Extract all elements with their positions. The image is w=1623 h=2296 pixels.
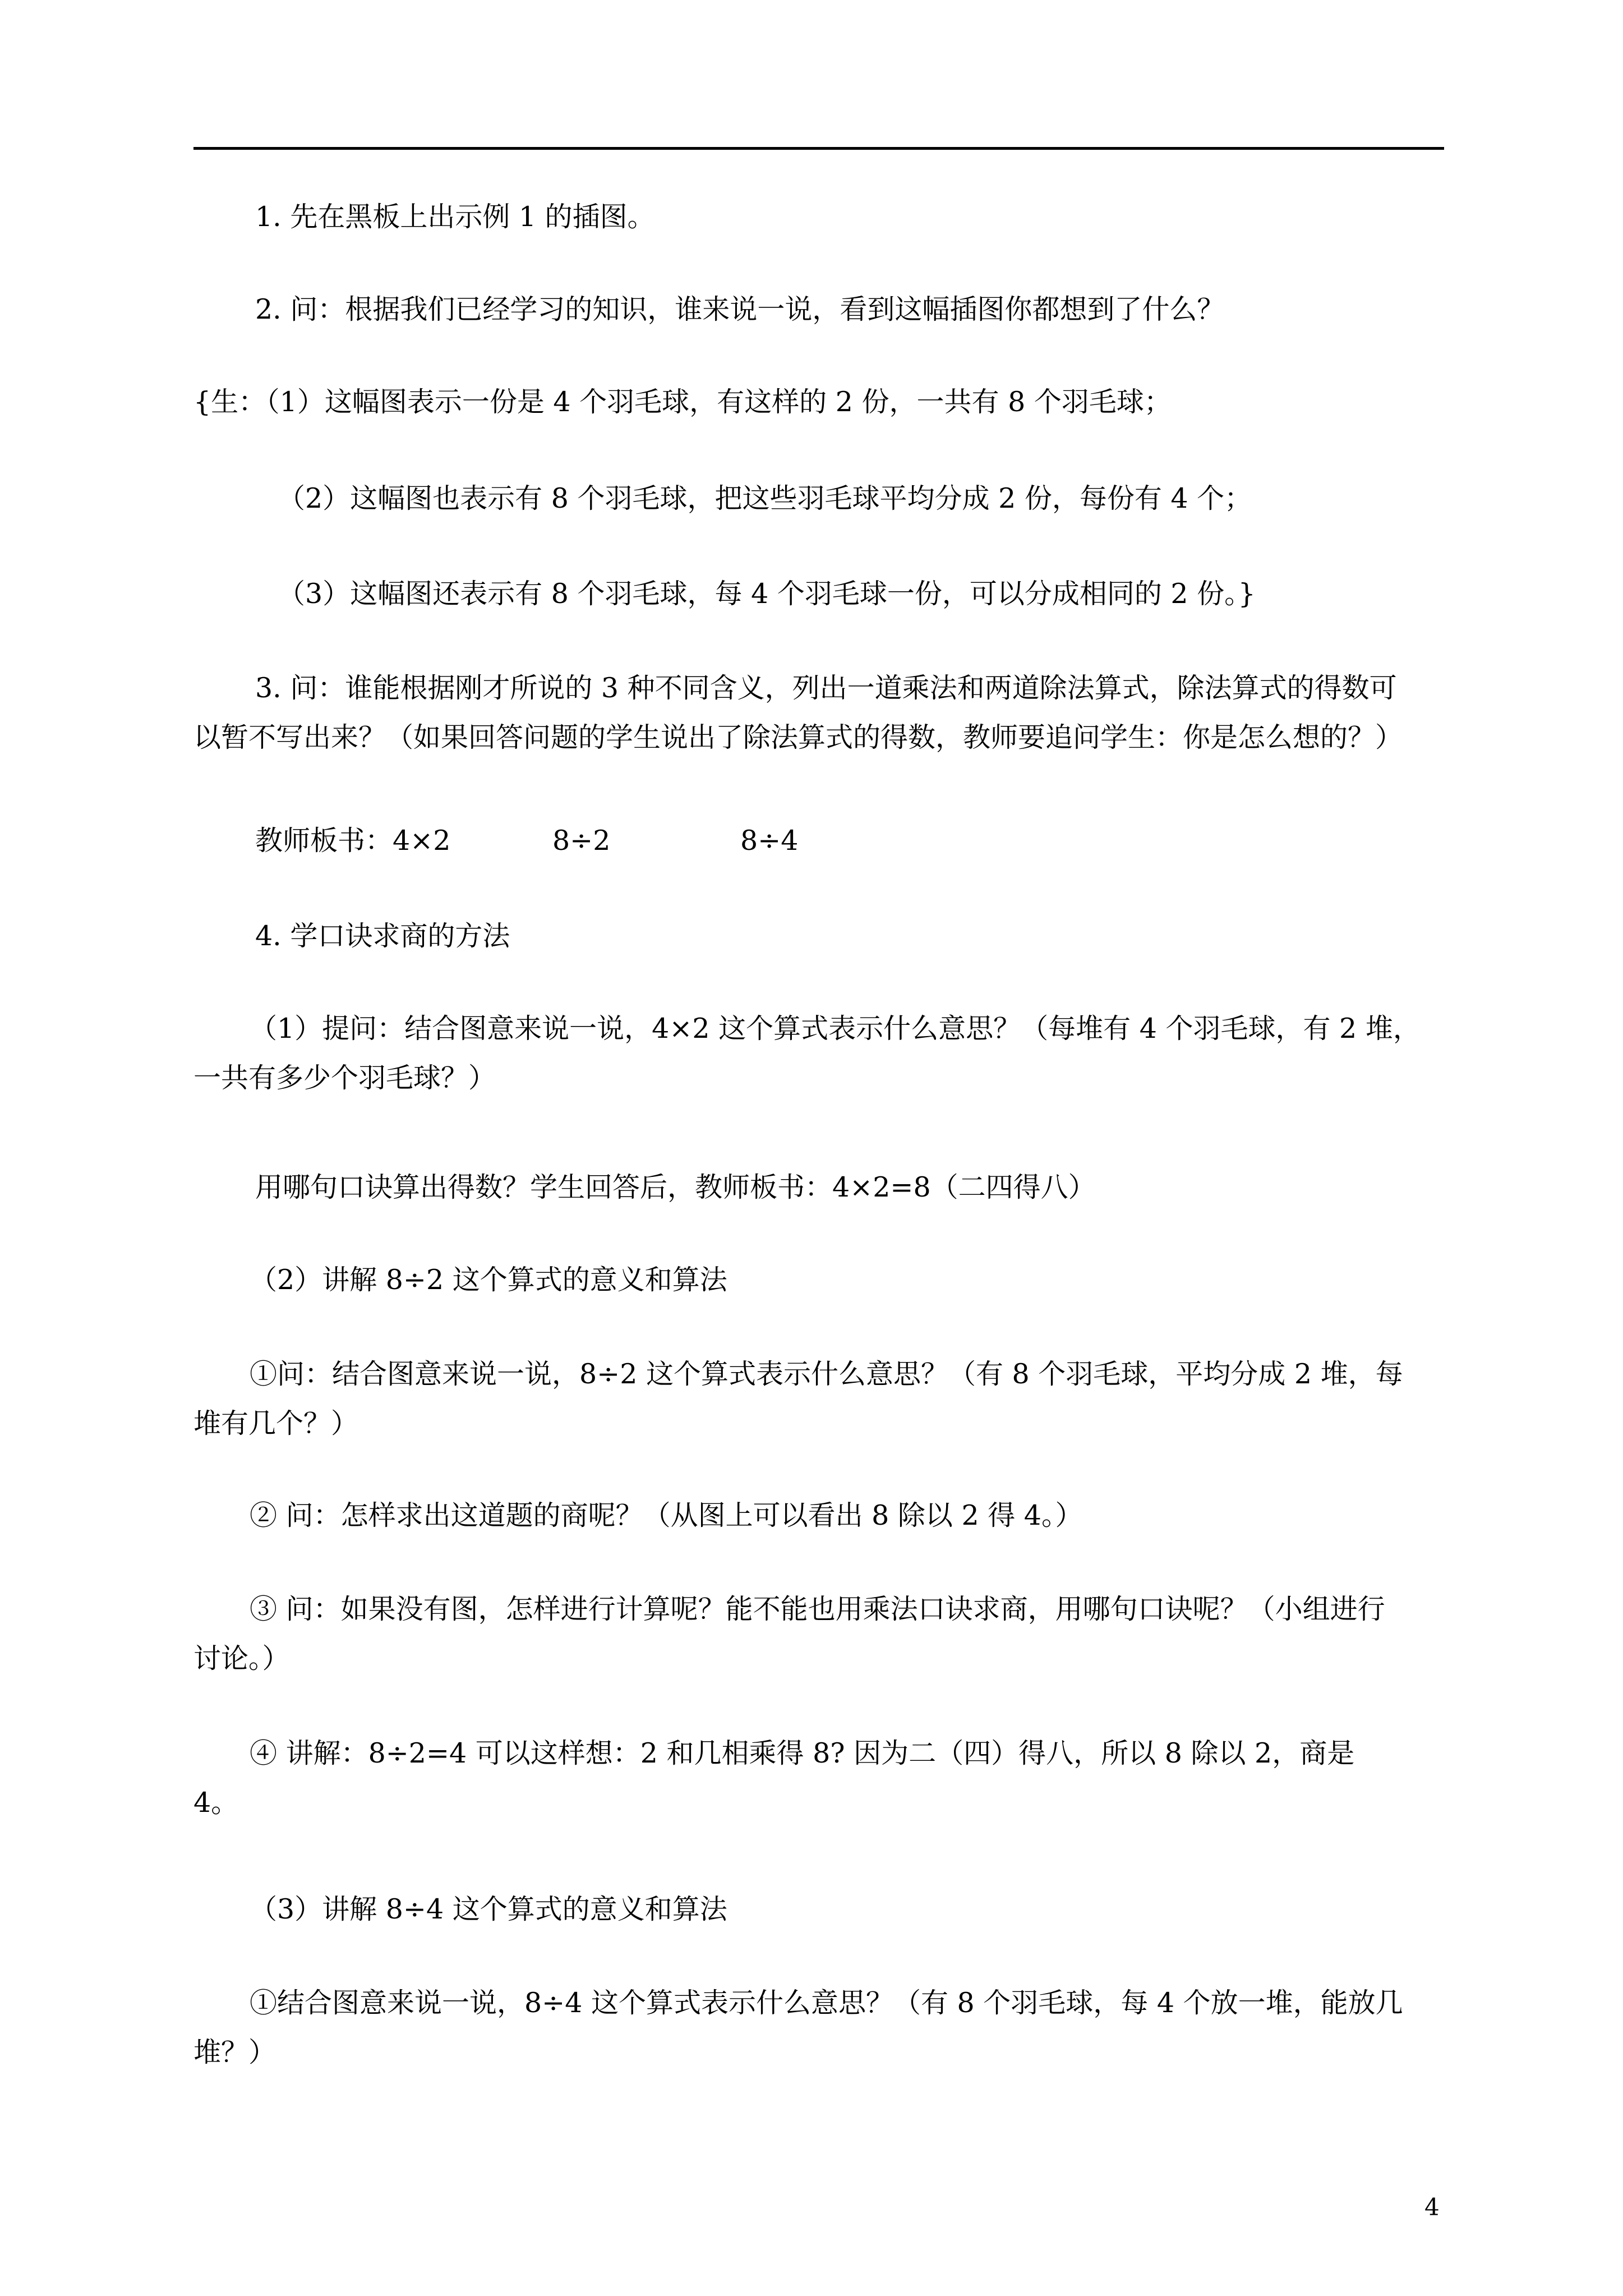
sub-2-question-2-text: ② 问：怎样求出这道题的商呢？（从图上可以看出 8 除以 2 得 4。）: [250, 1499, 1083, 1531]
sub-3-text: （3）讲解 8÷4 这个算式的意义和算法: [250, 1893, 727, 1925]
sub-2-explanation-line-1: ④ 讲解：8÷2=4 可以这样想：2 和几相乘得 8? 因为二（四）得八，所以 8 除以 2，商是: [250, 1737, 1355, 1769]
sub-1-line-2: 一共有多少个羽毛球？）: [193, 1062, 496, 1094]
sub-1-paragraph: [193, 1004, 1444, 1103]
sub-3-heading: [193, 1885, 1444, 1934]
student-answer-1: [193, 378, 1444, 427]
sub-2-question-3: [193, 1585, 1444, 1683]
board-expression-2: 8÷2: [552, 825, 611, 857]
sub-2-text: （2）讲解 8÷2 这个算式的意义和算法: [250, 1264, 727, 1296]
board-expression-1: 教师板书：4×2: [255, 825, 451, 857]
page-number: 4: [1424, 2193, 1440, 2221]
multiplication-rhyme-text: 用哪句口诀算出得数？学生回答后，教师板书：4×2=8（二四得八）: [255, 1171, 1096, 1203]
sub-3-question-1-line-2: 堆？）: [193, 2036, 276, 2068]
step-3-line-2: 以暂不写出来？（如果回答问题的学生说出了除法算式的得数，教师要追问学生：你是怎么想的？）: [193, 721, 1403, 753]
teacher-board: [255, 816, 798, 866]
header-rule: [193, 147, 1444, 150]
sub-2-heading: [193, 1255, 1444, 1305]
step-1-paragraph: [193, 192, 1444, 242]
sub-2-question-2: [193, 1491, 1444, 1540]
step-4-text: 4. 学口诀求商的方法: [255, 920, 510, 952]
sub-2-question-1-line-2: 堆有几个？）: [193, 1407, 359, 1439]
step-2-text: 2. 问：根据我们已经学习的知识，谁来说一说，看到这幅插图你都想到了什么？: [255, 293, 1225, 325]
sub-3-question-1: [193, 1978, 1444, 2077]
student-answer-3-text: （3）这幅图还表示有 8 个羽毛球，每 4 个羽毛球一份，可以分成相同的 2 份。}: [278, 578, 1256, 610]
step-4-heading: [193, 912, 1444, 961]
sub-2-explanation: [193, 1729, 1444, 1828]
sub-1-line-1: （1）提问：结合图意来说一说，4×2 这个算式表示什么意思？（每堆有 4 个羽毛球，有 2 堆，: [250, 1013, 1421, 1045]
sub-3-question-1-line-1: ①结合图意来说一说，8÷4 这个算式表示什么意思？（有 8 个羽毛球，每 4 个放一堆，能放几: [250, 1987, 1403, 2019]
student-answer-1-text: {生：（1）这幅图表示一份是 4 个羽毛球，有这样的 2 份，一共有 8 个羽毛球；: [193, 386, 1172, 418]
step-1-text: 1. 先在黑板上出示例 1 的插图。: [255, 201, 655, 233]
sub-2-explanation-line-2: 4。: [193, 1787, 239, 1819]
sub-2-question-3-line-2: 讨论。）: [193, 1642, 290, 1674]
student-answer-2-text: （2）这幅图也表示有 8 个羽毛球，把这些羽毛球平均分成 2 份，每份有 4 个；: [278, 482, 1252, 514]
student-answer-2: [193, 474, 1444, 523]
multiplication-rhyme-paragraph: [193, 1163, 1444, 1212]
student-answer-3: [193, 569, 1444, 619]
step-2-paragraph: [193, 285, 1444, 334]
board-expression-3: 8÷4: [740, 825, 799, 857]
step-3-paragraph: [193, 664, 1444, 762]
sub-2-question-1: [193, 1350, 1444, 1448]
step-3-line-1: 3. 问：谁能根据刚才所说的 3 种不同含义，列出一道乘法和两道除法算式，除法算式的得数可: [255, 672, 1397, 704]
sub-2-question-3-line-1: ③ 问：如果没有图，怎样进行计算呢？能不能也用乘法口诀求商，用哪句口诀呢？（小组进行: [250, 1593, 1385, 1625]
sub-2-question-1-line-1: ①问：结合图意来说一说，8÷2 这个算式表示什么意思？（有 8 个羽毛球，平均分成 2 堆，每: [250, 1358, 1403, 1390]
